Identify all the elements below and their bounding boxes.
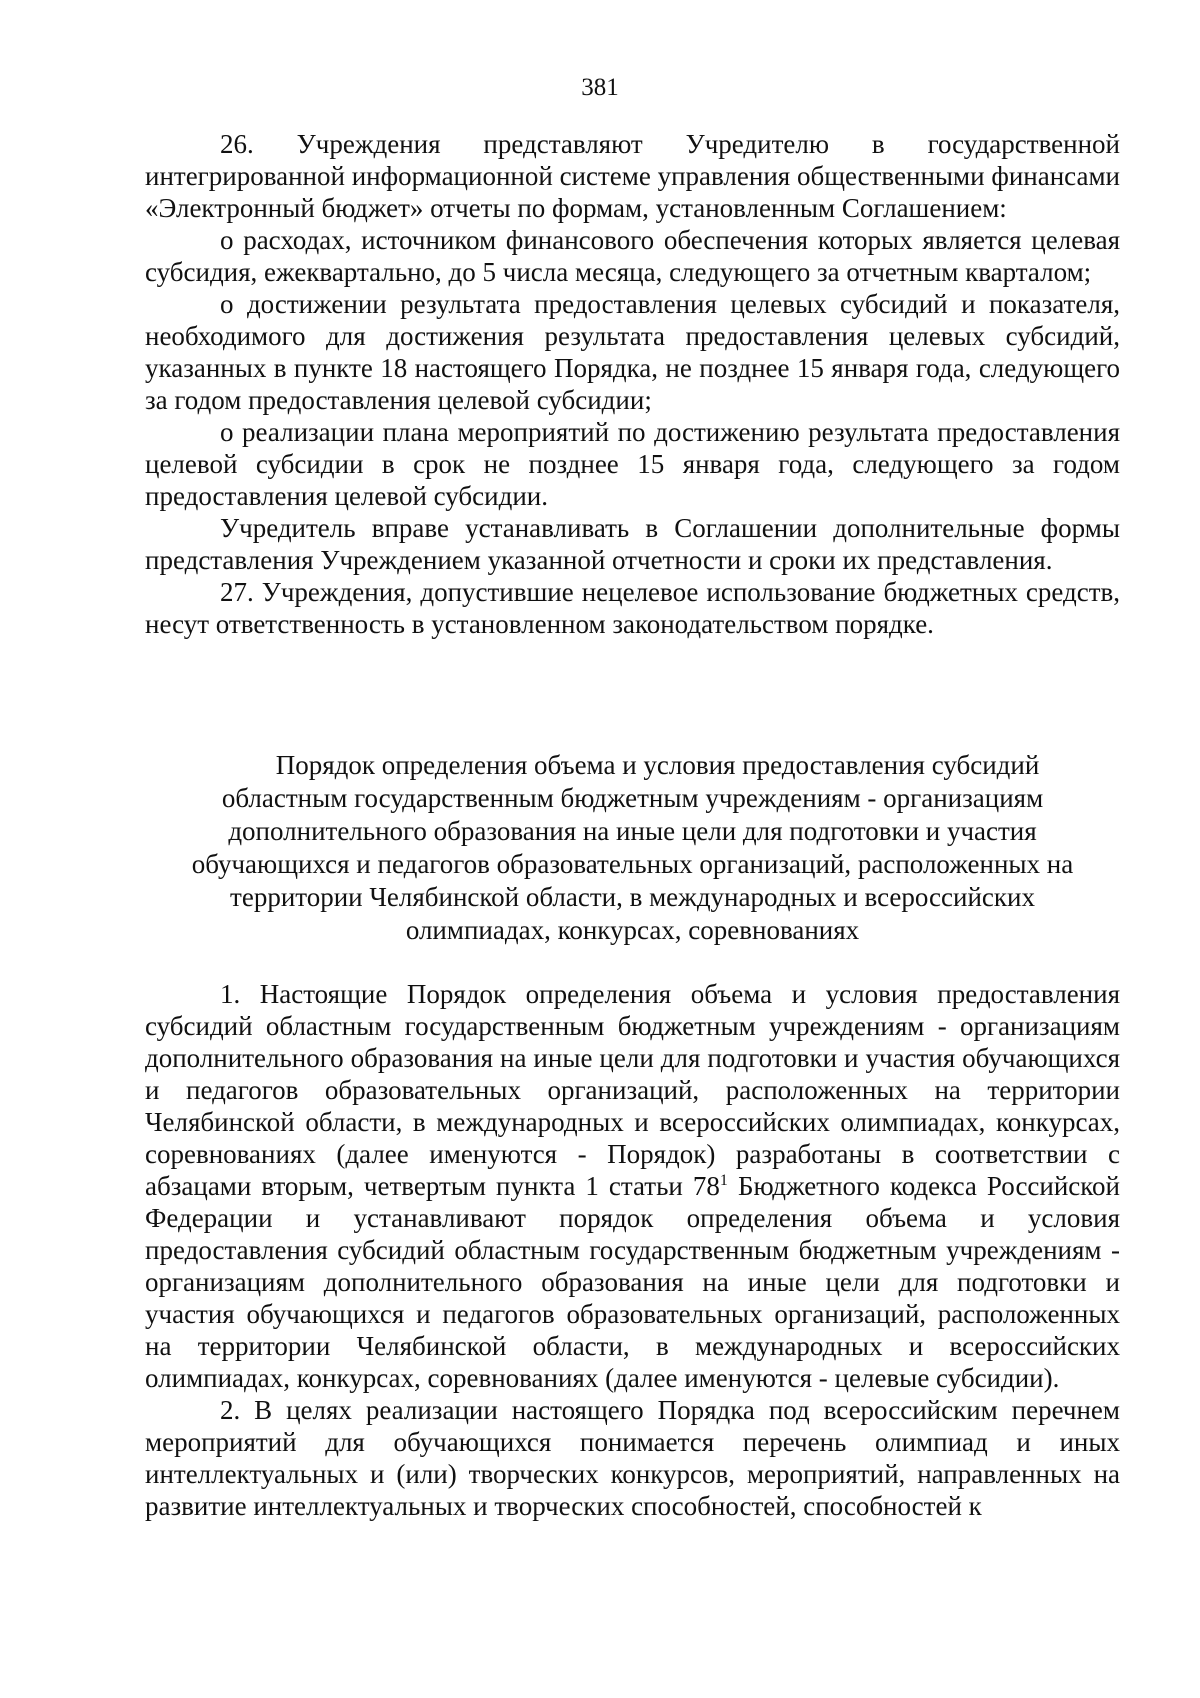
heading-line: территории Челябинской области, в международных и всероссийских xyxy=(230,882,1035,912)
paragraph-26-additional-forms: Учредитель вправе устанавливать в Соглашении дополнительные формы представления Учреждением указанной отчетности и сроки их представления. xyxy=(145,513,1120,575)
paragraph-26-plan: о реализации плана мероприятий по достижению результата предоставления целевой субсидии в срок не позднее 15 января года, следующего за годом предоставления целевой субсидии. xyxy=(145,417,1120,511)
paragraph-26-expenses: о расходах, источником финансового обеспечения которых является целевая субсидия, ежеквартально, до 5 числа месяца, следующего за отчетным кварталом; xyxy=(145,225,1120,287)
paragraph-26-results: о достижении результата предоставления целевых субсидий и показателя, необходимого для достижения результата предоставления целевых субсидий, указанных в пункте 18 настоящего Порядка, не позднее 15 января года, следующего за годом предоставления целевой субсидии; xyxy=(145,289,1120,415)
paragraph-1-text-end: Бюджетного кодекса Российской Федерации и устанавливают порядок определения объема и условия предоставления субсидий областным государственным бюджетным учреждениям - организациям дополнительного образования на иные цели для подготовки и участия обучающихся и педагогов образовательных организаций, расположенных на территории Челябинской области, в международных и всероссийских олимпиадах, конкурсах, соревнованиях (далее именуются - целевые субсидии). xyxy=(145,1171,1120,1393)
article-superscript: 1 xyxy=(719,1172,728,1189)
heading-line: обучающихся и педагогов образовательных организаций, расположенных на xyxy=(191,849,1074,879)
page-number: 381 xyxy=(581,74,619,101)
section-heading xyxy=(145,749,1120,947)
paragraph-27: 27. Учреждения, допустившие нецелевое использование бюджетных средств, несут ответственность в установленном законодательством порядке. xyxy=(145,577,1120,639)
heading-line: дополнительного образования на иные цели для подготовки и участия xyxy=(228,816,1037,846)
heading-line: Порядок определения объема и условия предоставления субсидий xyxy=(275,750,1040,780)
section-reporting-clauses xyxy=(145,128,1120,640)
section-procedure-clauses xyxy=(145,978,1120,1522)
paragraph-1 xyxy=(145,978,1120,1394)
heading-line: олимпиадах, конкурсах, соревнованиях xyxy=(405,915,860,945)
paragraph-1-text-start: 1. Настоящие Порядок определения объема и условия предоставления субсидий областным государственным бюджетным учреждениям - организациям дополнительного образования на иные цели для подготовки и участия обучающихся и педагогов образовательных организаций, расположенных на территории Челябинской области, в международных и всероссийских олимпиадах, конкурсах, соревнованиях (далее именуются - Порядок) разработаны в соответствии с абзацами вторым, четвертым пункта 1 статьи 78 xyxy=(145,979,1120,1201)
paragraph-2: 2. В целях реализации настоящего Порядка под всероссийским перечнем мероприятий для обучающихся понимается перечень олимпиад и иных интеллектуальных и (или) творческих конкурсов, мероприятий, направленных на развитие интеллектуальных и творческих способностей, способностей к xyxy=(145,1395,1120,1521)
paragraph-26: 26. Учреждения представляют Учредителю в государственной интегрированной информационной системе управления общественными финансами «Электронный бюджет» отчеты по формам, установленным Соглашением: xyxy=(145,129,1120,223)
heading-line: областным государственным бюджетным учреждениям - организациям xyxy=(221,783,1044,813)
